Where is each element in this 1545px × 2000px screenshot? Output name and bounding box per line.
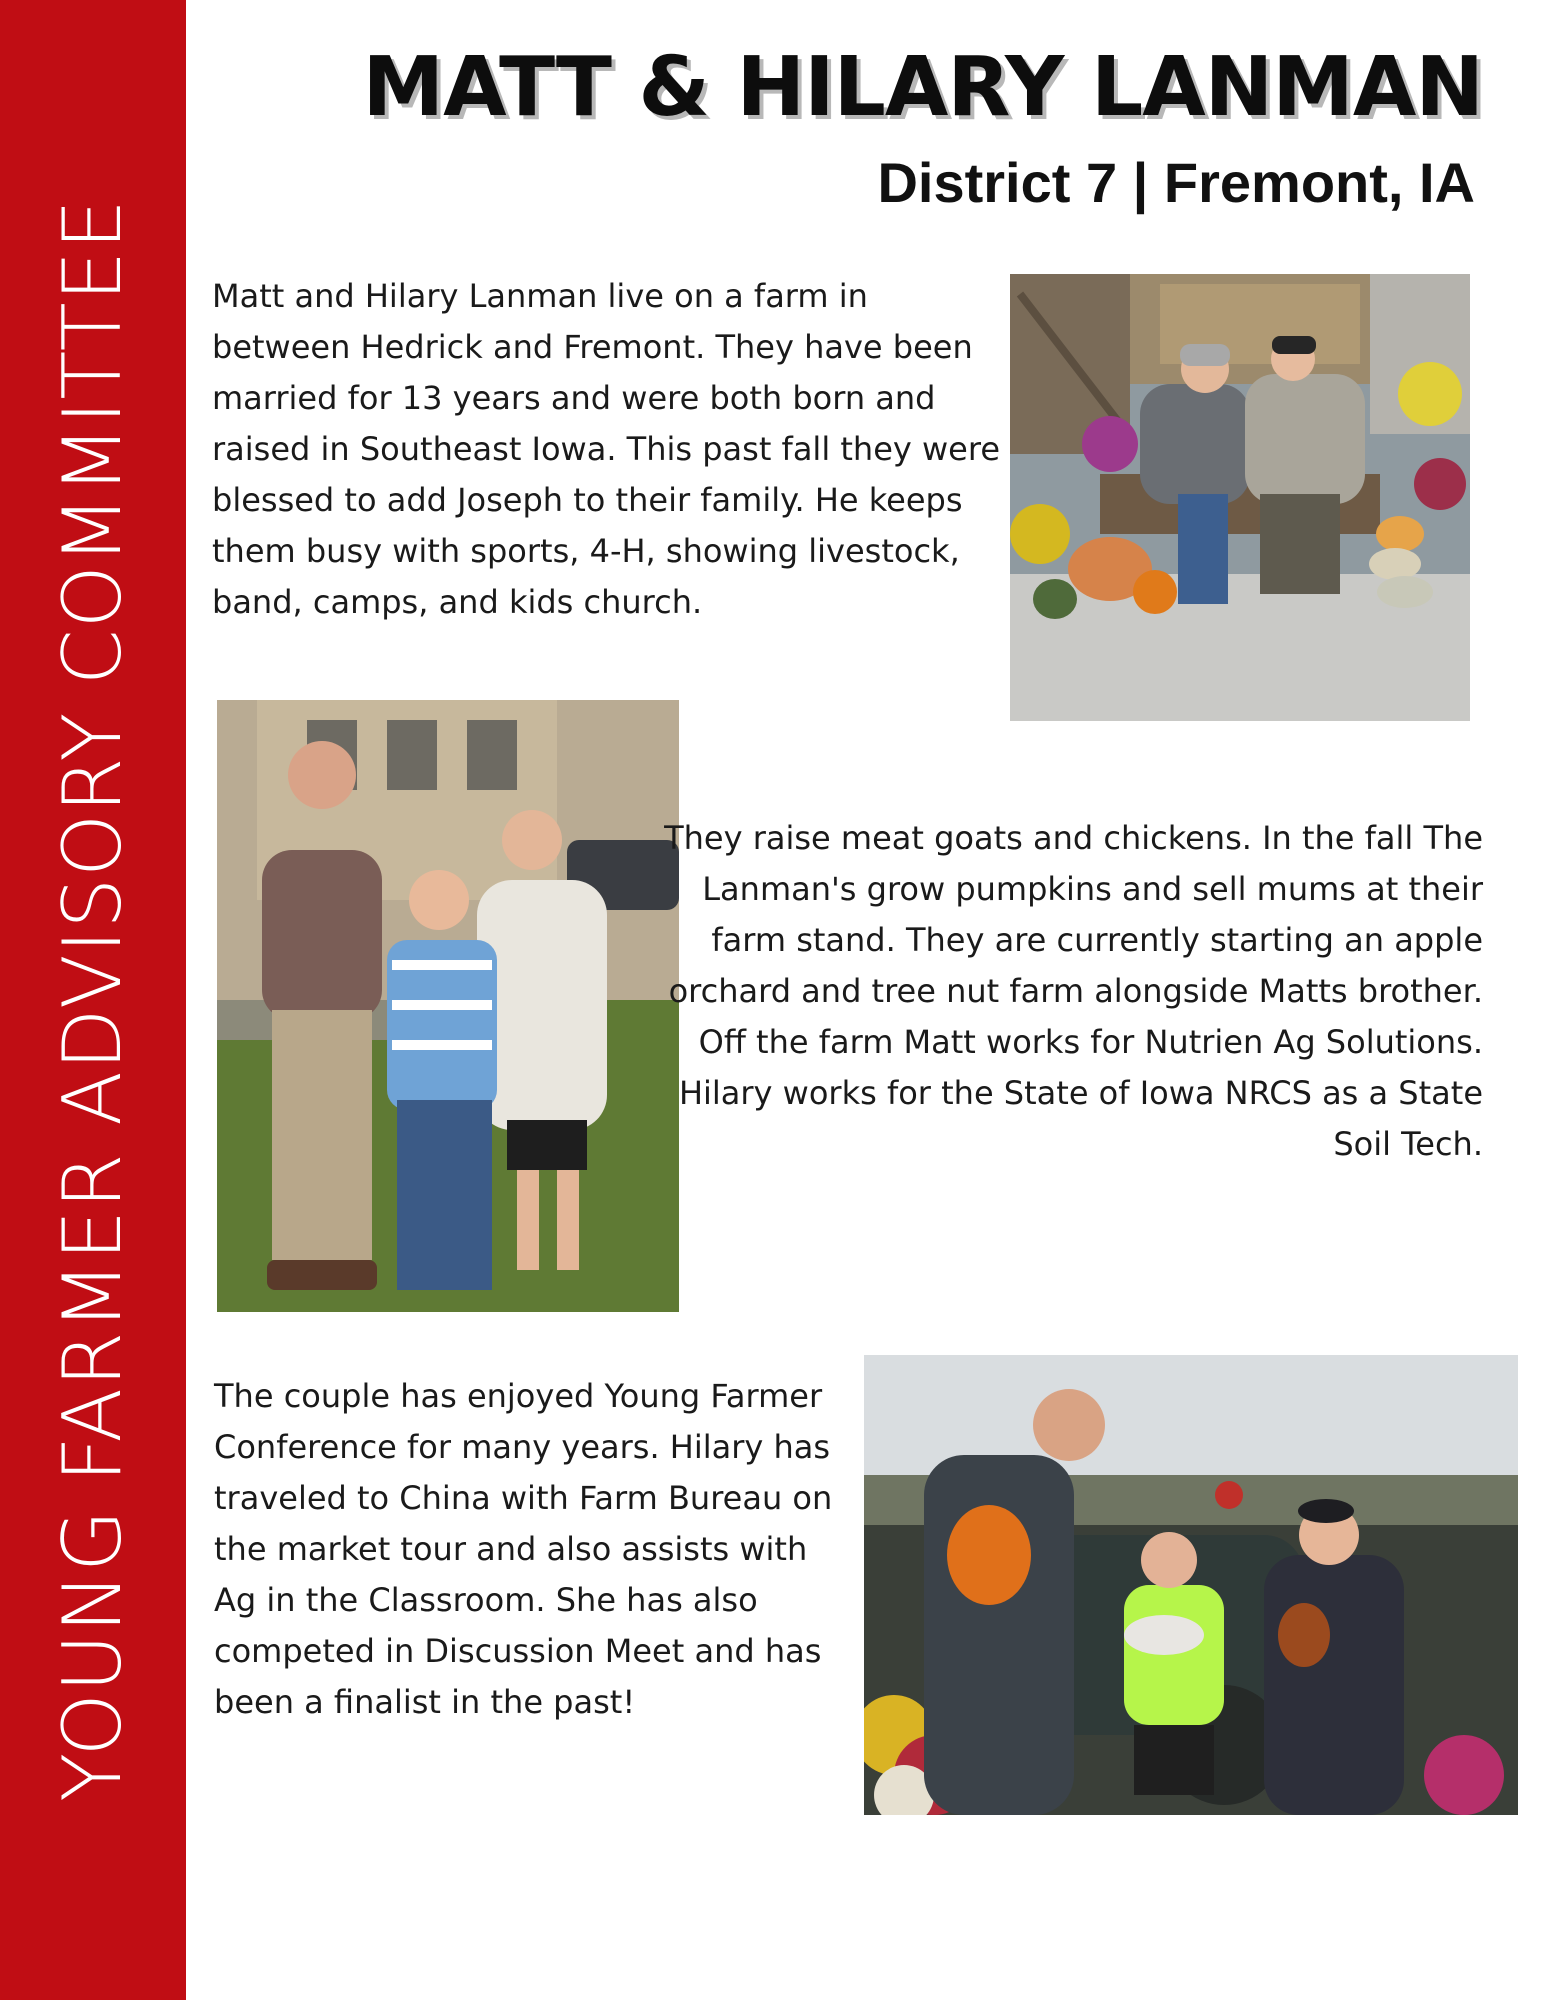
farm-paragraph: They raise meat goats and chickens. In the fall The Lanman's grow pumpkins and sell mums at their farm stand. They are currently starting an apple orchard and tree nut farm alongside Matts brother. Off the farm Matt works for Nutrien Ag Solutions. Hilary works for the State of Iowa NRCS as a State Soil Tech. [664,819,1483,1163]
sidebar-label: YOUNG FARMER ADVISORY COMMITTEE [46,198,139,1802]
family-photo [217,700,679,1312]
intro-paragraph: Matt and Hilary Lanman live on a farm in between Hedrick and Fremont. They have been married for 13 years and were both born and raised in Southeast Iowa. This past fall they were blessed to add Joseph to their family. He keeps them busy with sports, 4-H, showing livestock, band, camps, and kids church. [212,277,1000,621]
couple-photo [1010,274,1470,721]
conference-paragraph: The couple has enjoyed Young Farmer Conference for many years. Hilary has traveled to China with Farm Bureau on the market tour and also assists with Ag in the Classroom. She has also competed in Discussion Meet and has been a finalist in the past! [214,1377,833,1721]
page-subtitle: District 7 | Fremont, IA [877,151,1475,214]
page-title: MATT & HILARY LANMAN [362,40,1483,135]
farm-stand-photo [864,1355,1518,1815]
sidebar-banner [0,0,186,2000]
